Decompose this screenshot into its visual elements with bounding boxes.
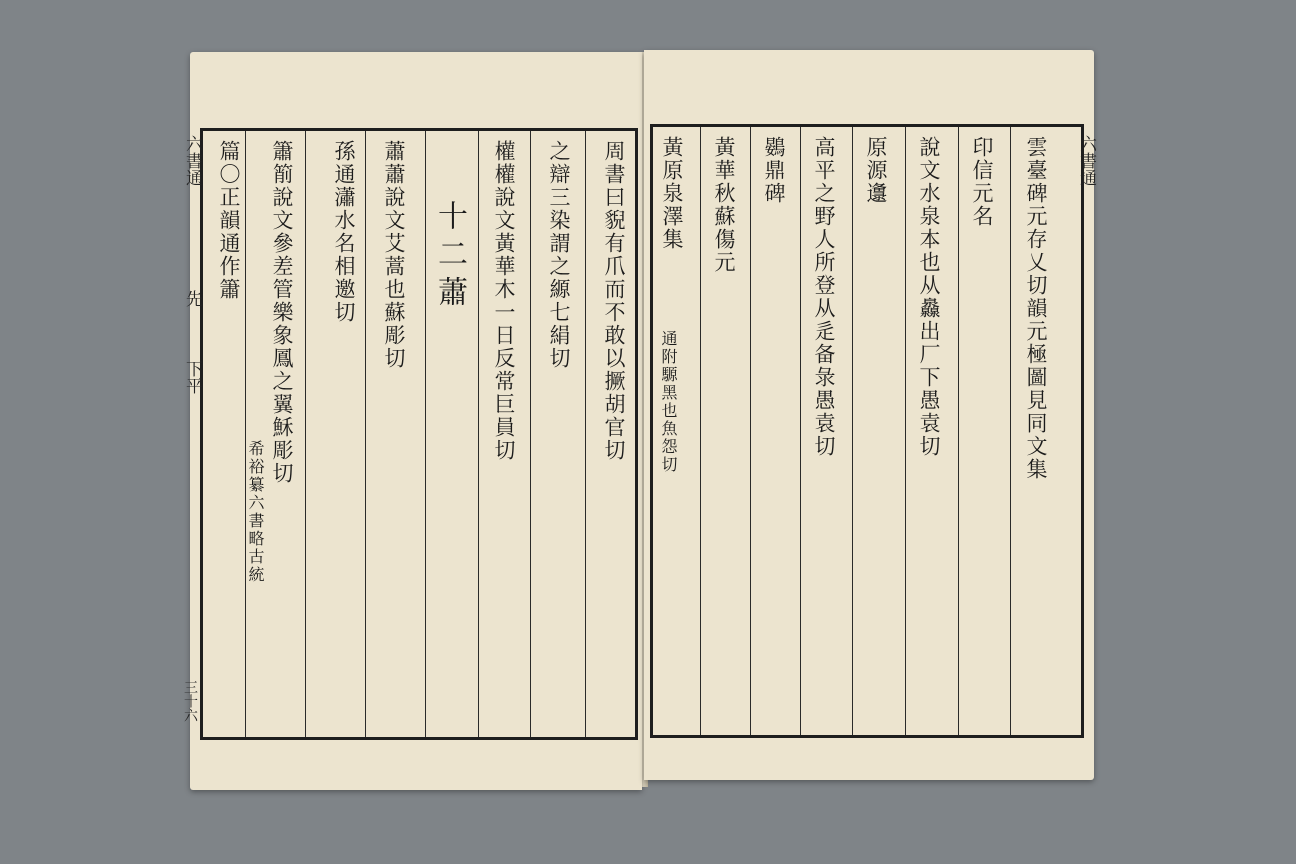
text-column: 周書曰貎有爪而不敢以撅胡官切 — [602, 140, 626, 462]
column-rule — [800, 127, 801, 735]
text-column: 鷃鼎碑 — [762, 136, 786, 205]
column-rule — [750, 127, 751, 735]
text-column: 簫箾說文參差管樂象鳳之翼穌彫切 — [270, 140, 294, 485]
text-column: 高平之野人所登从辵备彔愚袁切 — [812, 136, 836, 458]
text-column: 孫通瀟水名相邀切 — [332, 140, 356, 324]
section-heading: 十二蕭 — [432, 200, 467, 314]
left-edge-volume: 下平 — [182, 360, 202, 394]
text-column: 雲臺碑元存乂切韻元極圖見同文集 — [1024, 136, 1048, 481]
text-column: 篇〇正韻通作簫 — [217, 140, 241, 301]
column-rule — [305, 131, 306, 737]
text-column: 說文水泉本也从灥出厂下愚袁切 — [917, 136, 941, 458]
left-edge-section: 先 — [182, 290, 202, 307]
column-rule — [425, 131, 426, 737]
text-column: 黃華秋蘇傷元 — [712, 136, 736, 274]
column-rule — [530, 131, 531, 737]
left-edge-title: 六書通 — [182, 135, 202, 186]
column-rule — [852, 127, 853, 735]
column-rule — [905, 127, 906, 735]
text-column: 之辯三染謂之縓七絹切 — [547, 140, 571, 370]
column-rule — [1010, 127, 1011, 735]
column-rule — [700, 127, 701, 735]
column-rule — [958, 127, 959, 735]
text-column: 黃原泉澤集 — [660, 136, 684, 251]
text-column-small: 通附騵黑也魚怨切 — [659, 330, 678, 474]
text-column: 印信元名 — [970, 136, 994, 228]
column-rule — [478, 131, 479, 737]
text-column: 原源邍 — [864, 136, 888, 205]
right-edge-title: 六書通 — [1076, 135, 1096, 186]
column-rule — [585, 131, 586, 737]
text-column: 權權說文黃華木一日反常巨員切 — [492, 140, 516, 462]
text-column: 蕭蕭說文艾蒿也蘇彫切 — [382, 140, 406, 370]
column-rule — [365, 131, 366, 737]
text-column-small: 希裕纂六書略古統 — [246, 440, 265, 584]
left-page-number: 三十六 — [182, 680, 198, 722]
